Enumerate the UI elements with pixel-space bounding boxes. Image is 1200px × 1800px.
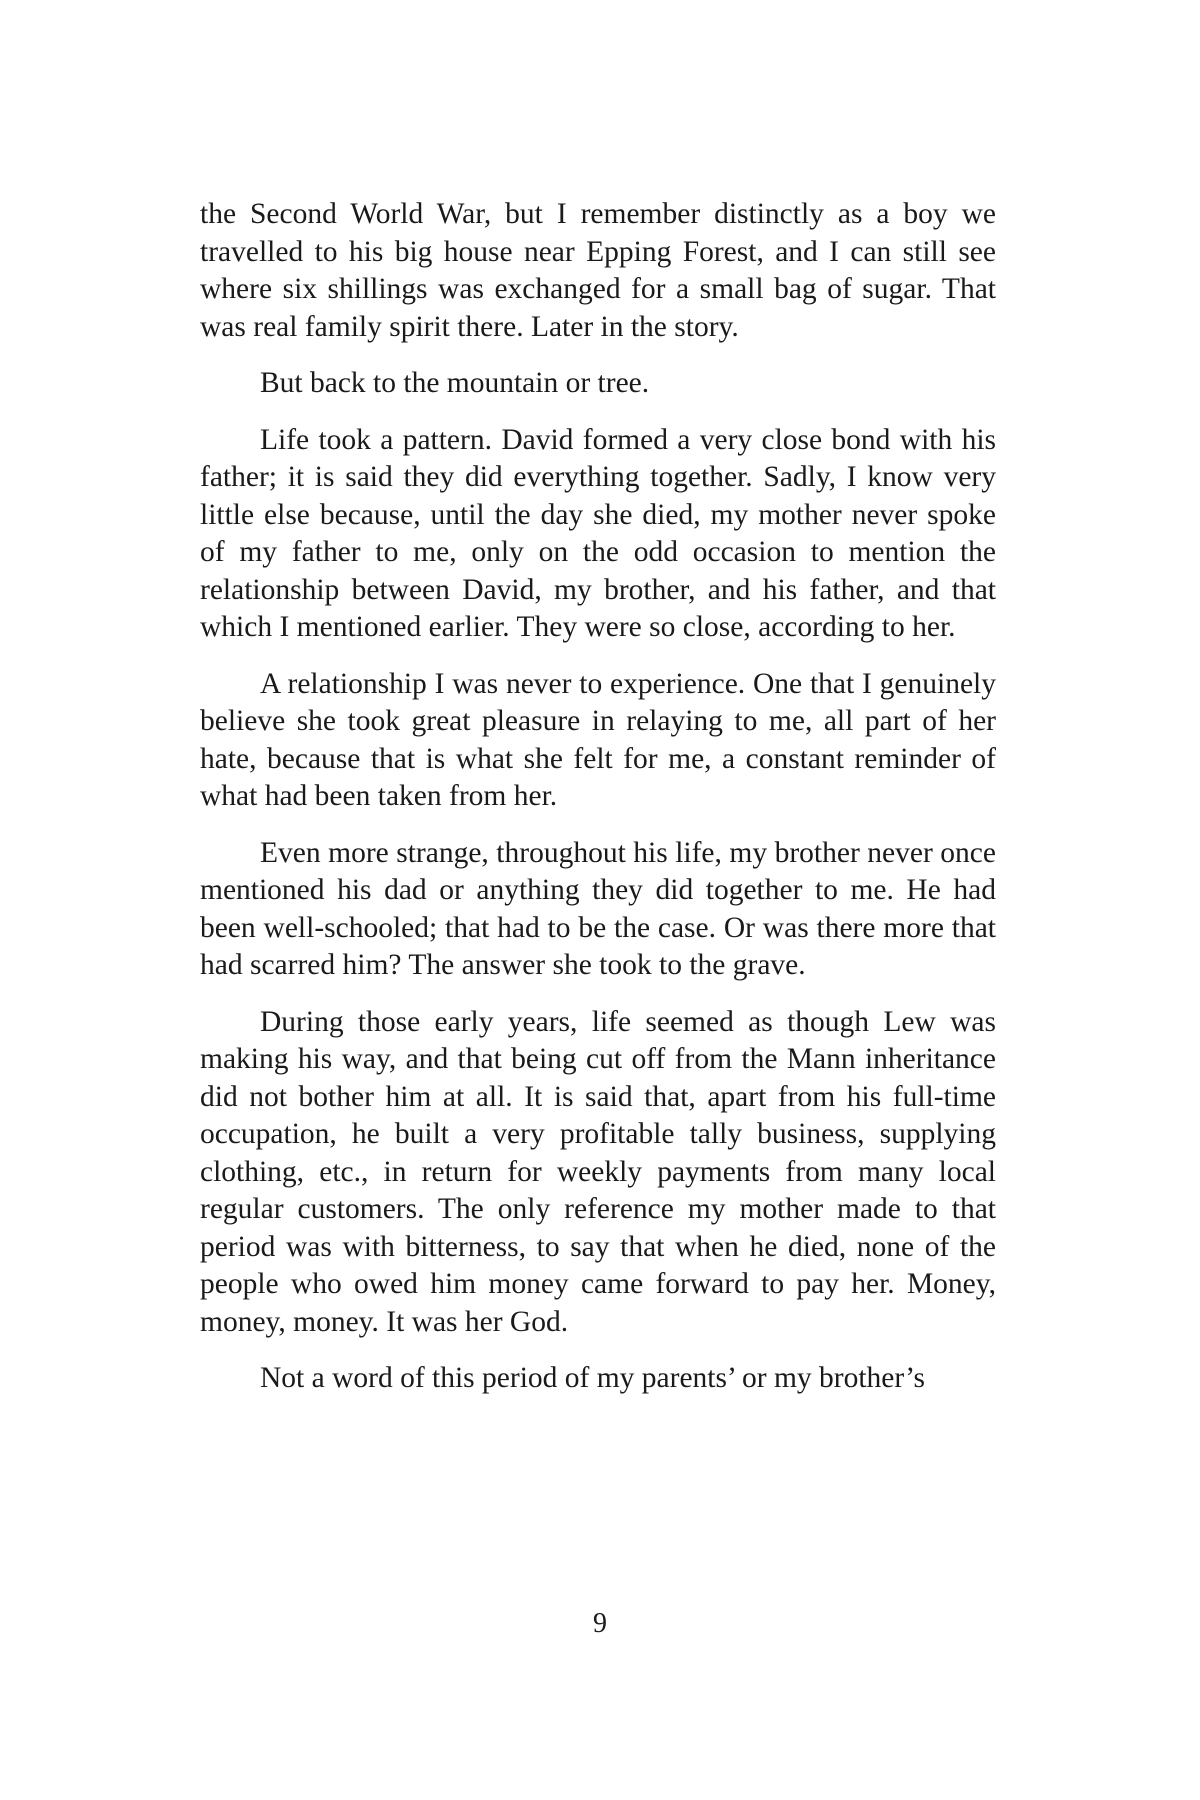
paragraph: A relationship I was never to experience. One that I genuinely believe she took great pleasure in relaying to me, all part of her hate, because that is what she felt for me, a constant reminder of what had been taken from her. xyxy=(200,667,996,812)
paragraph: Even more strange, throughout his life, my brother never once mentioned his dad or anything they did together to me. He had been well-schooled; that had to be the case. Or was there more that had scarred him? The answer she took to the grave. xyxy=(200,836,996,981)
paragraph: Life took a pattern. David formed a very close bond with his father; it is said they did everything together. Sadly, I know very little else because, until the day she died, my mother never spoke of my father to me, only on the odd occasion to mention the relationship between David, my brother, and his father, and that which I mentioned earlier. They were so close, according to her. xyxy=(200,423,996,643)
paragraph: But back to the mountain or tree. xyxy=(260,367,650,399)
body-text xyxy=(200,196,996,1417)
page-number: 9 xyxy=(593,1608,607,1639)
paragraph-continuation: the Second World War, but I remember distinctly as a boy we travelled to his big house near Epping Forest, and I can still see where six shillings was exchanged for a small bag of sugar. That was real family spirit there. Later in the story. xyxy=(200,198,996,343)
paragraph: Not a word of this period of my parents’ or my brother’s xyxy=(260,1362,925,1394)
paragraph: During those early years, life seemed as though Lew was making his way, and that being cut off from the Mann inheritance did not bother him at all. It is said that, apart from his full-time occupation, he built a very profitable tally business, supplying clothing, etc., in return for weekly payments from many local regular customers. The only reference my mother made to that period was with bitterness, to say that when he died, none of the people who owed him money came forward to pay her. Money, money, money. It was her God. xyxy=(200,1005,996,1338)
